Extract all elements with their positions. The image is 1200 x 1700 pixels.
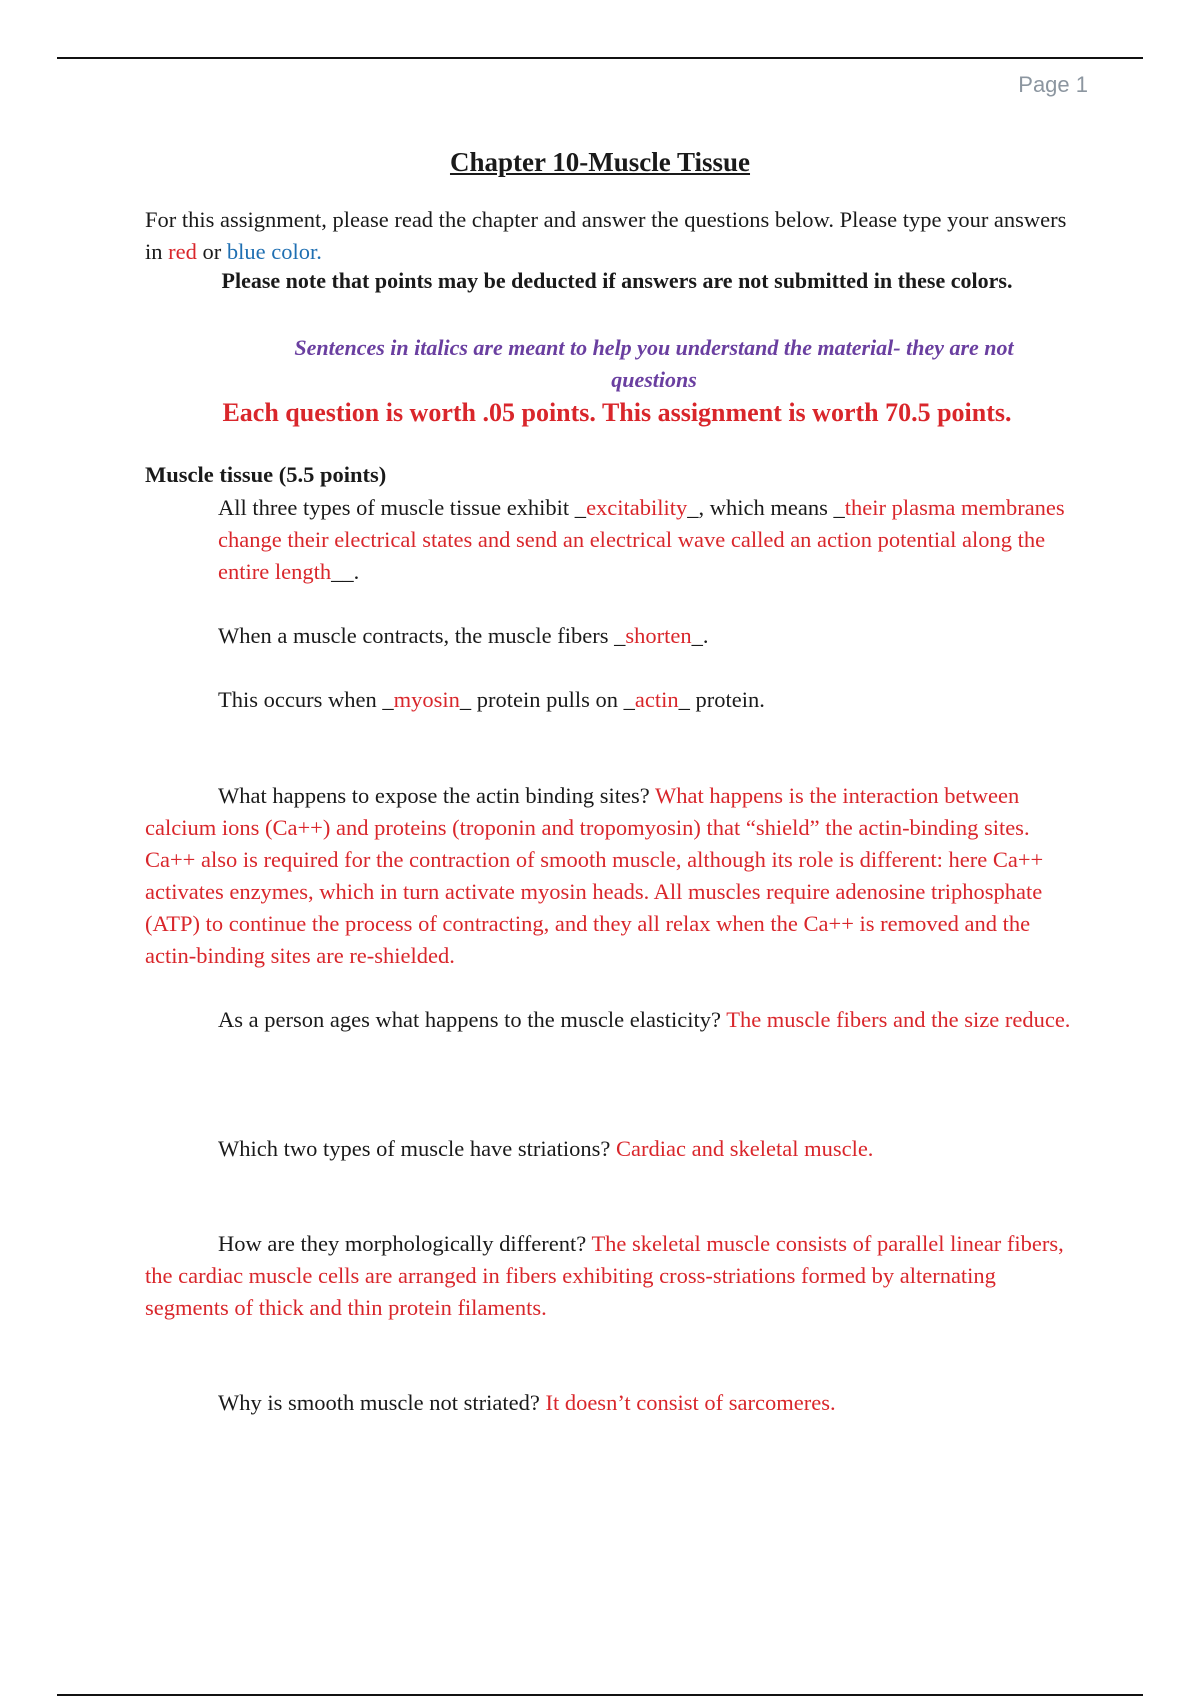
question-8 [145, 1387, 1080, 1419]
q4-prompt: What happens to expose the actin binding sites? [218, 783, 655, 808]
q1-prompt-c: __. [331, 559, 360, 584]
q6-prompt: Which two types of muscle have striations? [218, 1136, 617, 1161]
question-4 [145, 780, 1080, 972]
q1-prompt-b: _, which means _ [687, 495, 845, 520]
q1-answer-a: excitability [586, 495, 688, 520]
deduction-note: Please note that points may be deducted if answers are not submitted in these colors. [221, 268, 1013, 293]
q1-answer-b: their plasma membranes change their electrical states and send an electrical wave called an action potential along the entire length [218, 495, 1065, 584]
q3-prompt-c: _ protein. [678, 687, 765, 712]
q1-prompt-a: All three types of muscle tissue exhibit _ [218, 495, 587, 520]
section-heading: Muscle tissue (5.5 points) [145, 462, 387, 487]
q3-prompt-b: _ protein pulls on _ [459, 687, 635, 712]
intro-paragraph [145, 204, 1080, 268]
question-2 [218, 620, 1078, 652]
q3-answer-a: myosin [393, 687, 460, 712]
italics-note: Sentences in italics are meant to help you understand the material- they are not questions [294, 335, 1014, 392]
q2-prompt-a: When a muscle contracts, the muscle fibers _ [218, 623, 626, 648]
q5-prompt: As a person ages what happens to the muscle elasticity? [218, 1007, 727, 1032]
points-worth-note: Each question is worth .05 points. This assignment is worth 70.5 points. [222, 398, 1012, 427]
question-1 [218, 492, 1078, 588]
question-7 [145, 1228, 1080, 1324]
q7-prompt: How are they morphologically different? [218, 1231, 592, 1256]
question-6 [145, 1133, 1080, 1165]
q2-answer: shorten [625, 623, 692, 648]
q8-answer: It doesn’t consist of sarcomeres. [545, 1390, 836, 1415]
document-title: Chapter 10-Muscle Tissue [449, 147, 751, 177]
q8-prompt: Why is smooth muscle not striated? [218, 1390, 546, 1415]
question-3 [218, 684, 1078, 716]
q4-answer: What happens is the interaction between calcium ions (Ca++) and proteins (troponin and tropomyosin) that “shield” the actin-binding sites. Ca++ also is required for the contraction of smooth muscle, although its role is different: here Ca++ activates enzymes, which in turn activate myosin heads. All muscles require adenosine triphosphate (ATP) to continue the process of contracting, and they all relax when the Ca++ is removed and the actin-binding sites are re-shielded. [145, 783, 1044, 968]
q2-prompt-b: _. [691, 623, 709, 648]
q3-prompt-a: This occurs when _ [218, 687, 394, 712]
q6-answer: Cardiac and skeletal muscle. [616, 1136, 874, 1161]
bottom-rule [57, 1694, 1143, 1696]
top-rule [57, 57, 1143, 59]
page-number: Page 1 [1018, 72, 1088, 97]
q3-answer-b: actin [634, 687, 679, 712]
intro-text: For this assignment, please read the chapter and answer the questions below. Please type your answers in [145, 207, 1067, 264]
question-5 [145, 1004, 1080, 1036]
intro-blue-word: blue color. [226, 239, 322, 264]
intro-red-word: red [168, 239, 197, 264]
q5-answer: The muscle fibers and the size reduce. [726, 1007, 1071, 1032]
q7-answer: The skeletal muscle consists of parallel linear fibers, the cardiac muscle cells are arranged in fibers exhibiting cross-striations formed by alternating segments of thick and thin protein filaments. [145, 1231, 1064, 1320]
intro-or-word: or [196, 239, 227, 264]
